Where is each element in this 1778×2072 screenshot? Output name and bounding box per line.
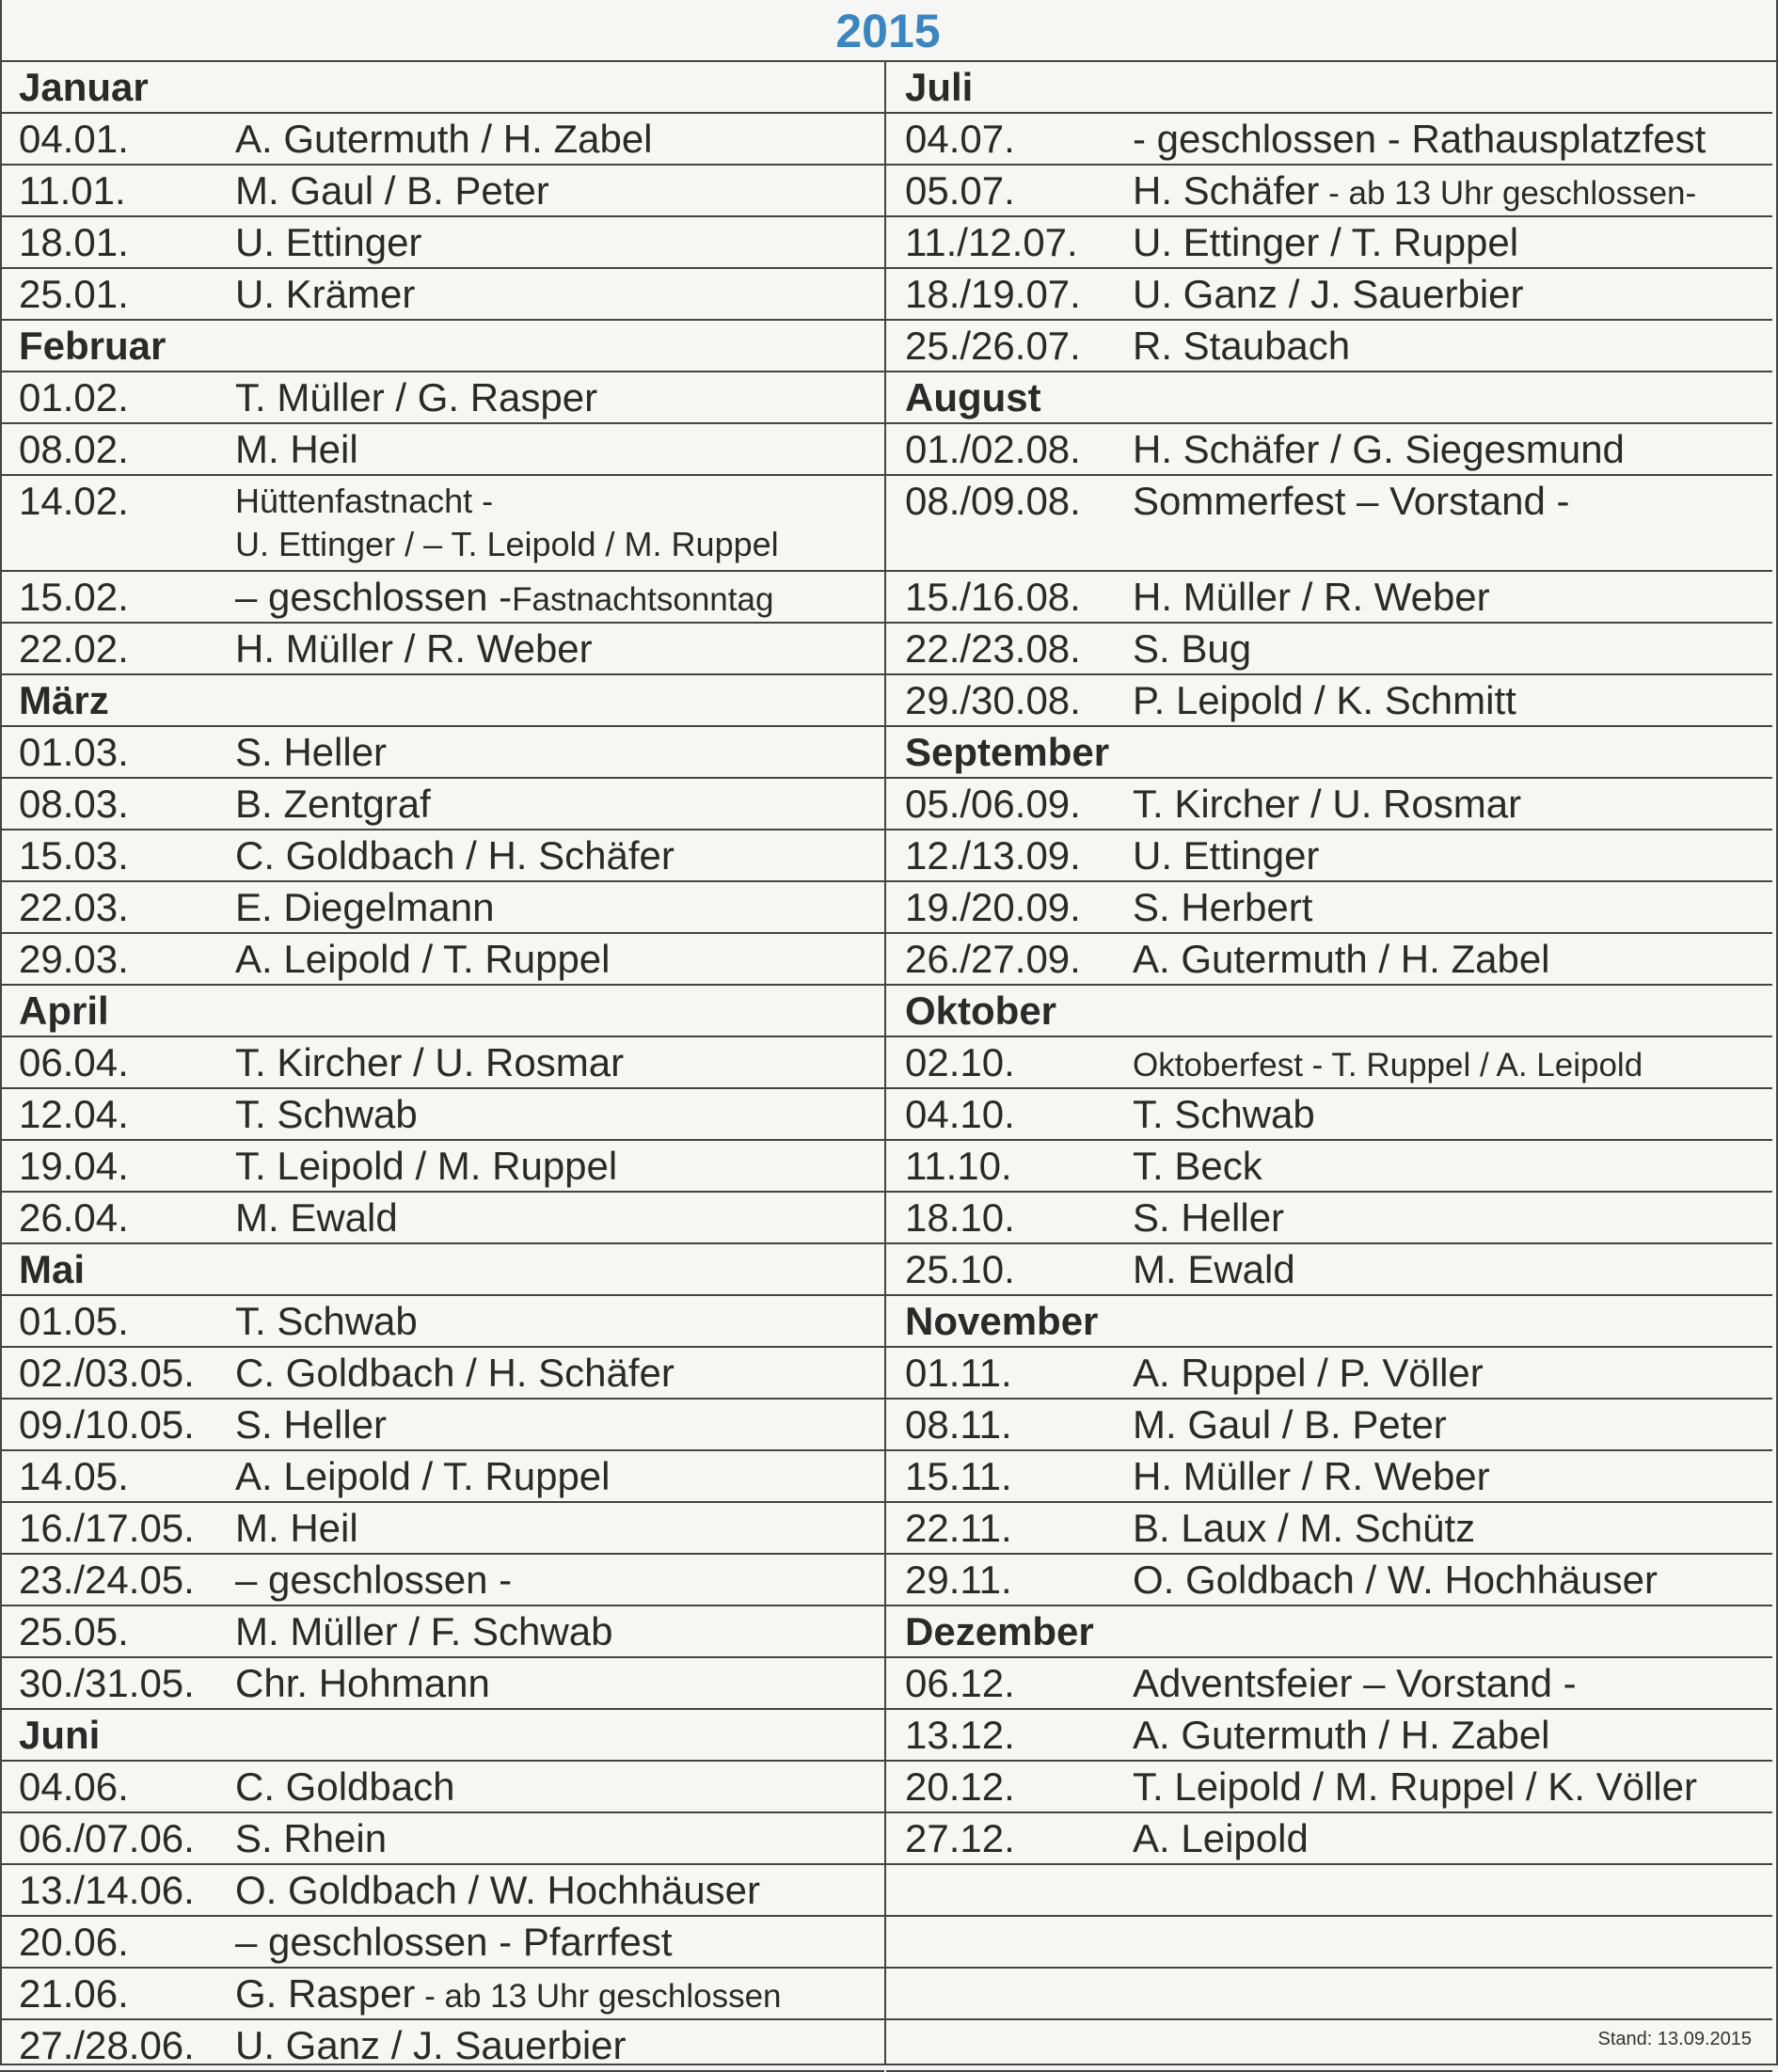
schedule-row <box>886 1762 1772 1813</box>
month-header <box>0 62 884 114</box>
schedule-row <box>886 1244 1772 1296</box>
service-names <box>1133 1503 1475 1554</box>
service-date: 22./23.08. <box>905 626 1081 671</box>
schedule-row <box>886 830 1772 882</box>
service-names-text: U. Ettinger <box>1133 833 1320 878</box>
service-date: 11.10. <box>905 1144 1012 1188</box>
service-names-text: P. Leipold / K. Schmitt <box>1133 678 1516 722</box>
schedule-row <box>0 2020 884 2072</box>
schedule-row <box>886 476 1772 572</box>
service-date: 25./26.07. <box>905 324 1081 368</box>
service-date: 01.03. <box>19 730 129 774</box>
month-name: August <box>905 375 1041 419</box>
service-names-text: M. Ewald <box>1133 1247 1295 1291</box>
schedule-row <box>0 1865 884 1917</box>
service-names-text: U. Ettinger / T. Ruppel <box>1133 220 1519 264</box>
schedule-row <box>0 166 884 217</box>
service-names-text: T. Beck <box>1133 1144 1262 1188</box>
month-header <box>0 675 884 727</box>
service-names-text: A. Leipold / T. Ruppel <box>235 937 611 981</box>
service-names-text: Chr. Hohmann <box>235 1661 490 1705</box>
service-names-text: H. Müller / R. Weber <box>1133 1454 1490 1498</box>
schedule-row <box>0 1762 884 1813</box>
service-names-text: A. Gutermuth / H. Zabel <box>1133 937 1550 981</box>
service-names <box>235 1606 612 1657</box>
service-date: 29.11. <box>905 1558 1012 1602</box>
service-names <box>1133 1451 1490 1502</box>
service-names-text: C. Goldbach / H. Schäfer <box>235 833 675 878</box>
service-names-text: – geschlossen - <box>235 1558 513 1602</box>
month-name: September <box>905 730 1110 774</box>
service-date: 01.11. <box>905 1351 1012 1395</box>
service-names-text: S. Rhein <box>235 1816 388 1860</box>
service-names-text: U. Ettinger <box>235 220 422 264</box>
service-names-text: T. Schwab <box>235 1299 418 1343</box>
service-names-text: R. Staubach <box>1133 324 1351 368</box>
month-name: März <box>19 678 109 722</box>
service-names <box>1133 114 1706 165</box>
service-names <box>235 779 431 830</box>
schedule-row <box>0 882 884 934</box>
service-date: 06.04. <box>19 1040 129 1084</box>
service-names-text: T. Leipold / M. Ruppel / K. Völler <box>1133 1764 1697 1809</box>
service-names <box>1133 675 1516 726</box>
service-names-text: M. Gaul / B. Peter <box>235 168 549 213</box>
service-names-text: B. Zentgraf <box>235 782 431 826</box>
schedule-row <box>886 675 1772 727</box>
service-names <box>1133 1400 1447 1450</box>
service-names <box>235 424 358 475</box>
service-names-text: – geschlossen - <box>235 575 513 619</box>
schedule-row <box>0 1089 884 1141</box>
service-names <box>235 1813 387 1864</box>
service-date: 27./28.06. <box>19 2023 195 2067</box>
schedule-row <box>0 779 884 830</box>
service-names-text: S. Herbert <box>1133 885 1313 929</box>
service-names-text: H. Müller / R. Weber <box>235 626 593 671</box>
schedule-row <box>0 1296 884 1348</box>
schedule-row <box>0 424 884 476</box>
schedule-row <box>886 321 1772 372</box>
service-names-text: Oktoberfest - T. Ruppel / A. Leipold <box>1133 1047 1643 1083</box>
schedule-row <box>0 1141 884 1193</box>
service-names <box>235 830 675 881</box>
schedule-row <box>886 1037 1772 1089</box>
service-names-text: T. Kircher / U. Rosmar <box>235 1040 625 1084</box>
service-date: 25.10. <box>905 1247 1015 1291</box>
service-names-text: T. Müller / G. Rasper <box>235 375 598 419</box>
service-date: 14.02. <box>19 479 129 523</box>
schedule-row <box>0 572 884 624</box>
schedule-row <box>0 1555 884 1606</box>
service-date: 13./14.06. <box>19 1868 195 1912</box>
service-date: 13.12. <box>905 1713 1015 1757</box>
service-names-text: Adventsfeier – Vorstand - <box>1133 1661 1577 1705</box>
schedule-row <box>886 934 1772 986</box>
service-names-text: S. Heller <box>235 730 388 774</box>
month-header <box>0 321 884 372</box>
service-names <box>1133 476 1570 527</box>
schedule-row <box>0 624 884 675</box>
service-names-text: S. Heller <box>1133 1195 1285 1240</box>
schedule-row <box>886 114 1772 166</box>
schedule-row <box>886 1658 1772 1710</box>
schedule-row <box>0 114 884 166</box>
service-names-text: A. Leipold / T. Ruppel <box>235 1454 611 1498</box>
service-date: 11./12.07. <box>905 220 1078 264</box>
service-date: 01.05. <box>19 1299 129 1343</box>
service-names <box>235 372 597 423</box>
service-names <box>235 1089 418 1140</box>
service-names-text: U. Ganz / J. Sauerbier <box>235 2023 627 2067</box>
month-name: April <box>19 989 109 1033</box>
month-header <box>886 986 1772 1037</box>
service-names-text: M. Heil <box>235 427 358 471</box>
empty-row <box>886 1917 1772 1969</box>
schedule-column-right <box>886 62 1772 2072</box>
schedule-row <box>0 934 884 986</box>
schedule-row <box>886 1141 1772 1193</box>
service-names <box>235 166 549 216</box>
service-names <box>235 1348 675 1399</box>
schedule-row <box>0 217 884 269</box>
service-names <box>235 1193 398 1243</box>
service-date: 12.04. <box>19 1092 129 1136</box>
service-note: - ab 13 Uhr geschlossen <box>415 1978 782 2015</box>
schedule-row <box>0 1400 884 1451</box>
service-date: 08.02. <box>19 427 129 471</box>
service-names-text: G. Rasper <box>235 1971 416 2016</box>
service-names <box>1133 1813 1309 1864</box>
schedule-row <box>886 1348 1772 1400</box>
service-names-text: S. Heller <box>235 1402 388 1447</box>
service-note: - ab 13 Uhr geschlossen- <box>1319 175 1697 212</box>
service-date: 16./17.05. <box>19 1506 195 1550</box>
service-names-text: A. Leipold <box>1133 1816 1309 1860</box>
service-names-text: A. Ruppel / P. Völler <box>1133 1351 1484 1395</box>
service-names <box>1133 1348 1484 1399</box>
service-names <box>1133 572 1490 623</box>
service-date: 26.04. <box>19 1195 129 1240</box>
service-names <box>1133 779 1521 830</box>
month-header <box>886 372 1772 424</box>
service-names <box>235 934 611 985</box>
service-names <box>235 2020 627 2071</box>
service-date: 04.01. <box>19 117 129 161</box>
service-date: 05./06.09. <box>905 782 1081 826</box>
schedule-row <box>0 269 884 321</box>
service-date: 06./07.06. <box>19 1816 195 1860</box>
service-date: 29./30.08. <box>905 678 1081 722</box>
schedule-row <box>886 1193 1772 1244</box>
schedule-row <box>886 1503 1772 1555</box>
month-name: Mai <box>19 1247 86 1291</box>
service-names <box>1133 1244 1295 1295</box>
service-names <box>1133 830 1319 881</box>
schedule-column-left <box>0 62 884 2072</box>
service-names-text: M. Ewald <box>235 1195 398 1240</box>
stand-date: Stand: 13.09.2015 <box>1597 2029 1752 2049</box>
month-header <box>886 1296 1772 1348</box>
service-names <box>235 1296 418 1347</box>
service-names <box>1133 1037 1643 1091</box>
service-date: 19./20.09. <box>905 885 1081 929</box>
month-name: Februar <box>19 324 167 368</box>
service-names <box>235 1400 387 1450</box>
service-names <box>1133 217 1518 268</box>
service-date: 20.12. <box>905 1764 1015 1809</box>
service-date: 14.05. <box>19 1454 129 1498</box>
empty-row <box>886 1969 1772 2020</box>
month-header <box>886 62 1772 114</box>
service-names-text: H. Schäfer <box>1133 168 1320 213</box>
service-names <box>1133 1762 1697 1812</box>
service-names <box>1133 166 1696 219</box>
service-date: 15.03. <box>19 833 129 878</box>
service-names <box>1133 269 1524 320</box>
service-date: 15./16.08. <box>905 575 1081 619</box>
schedule-row <box>0 476 884 572</box>
month-header <box>886 727 1772 779</box>
service-names <box>1133 1141 1262 1192</box>
schedule-row <box>0 1037 884 1089</box>
service-date: 11.01. <box>19 168 126 213</box>
service-names-text: H. Müller / R. Weber <box>1133 575 1490 619</box>
service-date: 06.12. <box>905 1661 1015 1705</box>
service-names-text: M. Gaul / B. Peter <box>1133 1402 1447 1447</box>
service-names-text: A. Gutermuth / H. Zabel <box>1133 1713 1550 1757</box>
service-names <box>235 572 773 625</box>
service-names-text: T. Kircher / U. Rosmar <box>1133 782 1522 826</box>
service-names <box>235 1762 454 1812</box>
service-names <box>1133 934 1550 985</box>
service-date: 08./09.08. <box>905 479 1081 523</box>
service-date: 19.04. <box>19 1144 129 1188</box>
service-names <box>1133 424 1625 475</box>
schedule-row <box>886 1555 1772 1606</box>
schedule-row <box>0 1193 884 1244</box>
service-names-text: C. Goldbach / H. Schäfer <box>235 1351 675 1395</box>
service-date: 02.10. <box>905 1040 1015 1084</box>
schedule-row <box>886 269 1772 321</box>
service-names <box>1133 1658 1577 1709</box>
schedule-row <box>886 882 1772 934</box>
service-names <box>235 1555 512 1605</box>
schedule-row <box>0 1969 884 2020</box>
service-names-text: O. Goldbach / W. Hochhäuser <box>235 1868 760 1912</box>
service-names <box>235 269 415 320</box>
service-names <box>235 624 593 674</box>
month-name: Juni <box>19 1713 101 1757</box>
service-names <box>235 1658 490 1709</box>
service-names-text: O. Goldbach / W. Hochhäuser <box>1133 1558 1658 1602</box>
schedule-row <box>886 1089 1772 1141</box>
service-date: 15.02. <box>19 575 129 619</box>
service-date: 01./02.08. <box>905 427 1081 471</box>
service-date: 29.03. <box>19 937 129 981</box>
service-date: 26./27.09. <box>905 937 1081 981</box>
schedule-row <box>886 779 1772 830</box>
service-names <box>235 882 494 933</box>
service-date: 04.07. <box>905 117 1015 161</box>
service-names <box>235 1451 611 1502</box>
service-note: Fastnachtsonntag <box>512 581 774 618</box>
month-name: Dezember <box>905 1609 1094 1653</box>
schedule-row <box>886 1400 1772 1451</box>
month-name: Oktober <box>905 989 1057 1033</box>
schedule-row <box>886 624 1772 675</box>
service-date: 04.10. <box>905 1092 1015 1136</box>
service-names-text: B. Laux / M. Schütz <box>1133 1506 1476 1550</box>
schedule-row <box>0 372 884 424</box>
service-names-text: M. Heil <box>235 1506 358 1550</box>
service-names <box>235 727 387 778</box>
schedule-row <box>0 1451 884 1503</box>
service-names-text: Sommerfest – Vorstand - <box>1133 479 1570 523</box>
service-date: 01.02. <box>19 375 129 419</box>
service-date: 22.11. <box>905 1506 1012 1550</box>
service-date: 22.03. <box>19 885 129 929</box>
schedule-row <box>886 1451 1772 1503</box>
service-date: 18./19.07. <box>905 272 1081 316</box>
schedule-row <box>0 727 884 779</box>
service-names-text: A. Gutermuth / H. Zabel <box>235 117 653 161</box>
service-names <box>235 1865 760 1916</box>
empty-row <box>886 1865 1772 1917</box>
service-names-text: T. Schwab <box>1133 1092 1315 1136</box>
service-date: 21.06. <box>19 1971 129 2016</box>
service-date: 08.11. <box>905 1402 1012 1447</box>
service-date: 15.11. <box>905 1454 1012 1498</box>
schedule-row <box>886 166 1772 217</box>
schedule-row <box>886 572 1772 624</box>
schedule-row <box>886 217 1772 269</box>
schedule-row <box>0 1813 884 1865</box>
page-title-year: 2015 <box>835 5 941 57</box>
service-names-text: U. Krämer <box>235 272 416 316</box>
service-date: 30./31.05. <box>19 1661 195 1705</box>
month-name: November <box>905 1299 1099 1343</box>
service-names-text: S. Bug <box>1133 626 1252 671</box>
schedule-row <box>886 424 1772 476</box>
month-name: Juli <box>905 65 974 109</box>
service-names-text: T. Leipold / M. Ruppel <box>235 1144 618 1188</box>
service-names <box>235 217 421 268</box>
service-date: 08.03. <box>19 782 129 826</box>
service-date: 12./13.09. <box>905 833 1081 878</box>
month-header <box>886 1606 1772 1658</box>
schedule-row <box>886 1813 1772 1865</box>
service-date: 05.07. <box>905 168 1015 213</box>
schedule-row <box>886 1710 1772 1762</box>
service-names <box>235 1917 673 1968</box>
service-date: 04.06. <box>19 1764 129 1809</box>
schedule-row <box>0 1348 884 1400</box>
service-date: 20.06. <box>19 1920 129 1964</box>
service-date: 02./03.05. <box>19 1351 195 1395</box>
service-date: 18.10. <box>905 1195 1015 1240</box>
service-names-text: C. Goldbach <box>235 1764 455 1809</box>
service-names <box>1133 1089 1315 1140</box>
service-date: 25.01. <box>19 272 129 316</box>
service-names-text: U. Ganz / J. Sauerbier <box>1133 272 1524 316</box>
schedule-row <box>0 1503 884 1555</box>
service-names <box>1133 1555 1658 1605</box>
service-names <box>235 1037 624 1088</box>
service-names <box>1133 624 1251 674</box>
month-header <box>0 1710 884 1762</box>
month-header <box>0 1244 884 1296</box>
schedule-row <box>0 1658 884 1710</box>
service-names <box>235 114 653 165</box>
service-names-text: – geschlossen - Pfarrfest <box>235 1920 673 1964</box>
schedule-row <box>0 1606 884 1658</box>
service-date: 09./10.05. <box>19 1402 195 1447</box>
service-names-text: - geschlossen - Rathausplatzfest <box>1133 117 1707 161</box>
service-date: 22.02. <box>19 626 129 671</box>
service-date: 27.12. <box>905 1816 1015 1860</box>
service-names-text: E. Diegelmann <box>235 885 495 929</box>
service-names <box>1133 1193 1284 1243</box>
month-name: Januar <box>19 65 149 109</box>
service-names <box>1133 321 1350 372</box>
month-header <box>0 986 884 1037</box>
service-names <box>235 1141 617 1192</box>
service-names <box>235 1969 782 2022</box>
schedule-row <box>0 1917 884 1969</box>
service-date: 25.05. <box>19 1609 129 1653</box>
service-names-text: T. Schwab <box>235 1092 418 1136</box>
service-names <box>235 1503 358 1554</box>
service-names-text: H. Schäfer / G. Siegesmund <box>1133 427 1625 471</box>
schedule-row <box>0 830 884 882</box>
service-date: 23./24.05. <box>19 1558 195 1602</box>
service-names: U. Ettinger / – T. Leipold / M. Ruppel <box>235 525 779 563</box>
service-date: 18.01. <box>19 220 129 264</box>
service-names <box>1133 1710 1550 1761</box>
service-names <box>1133 882 1312 933</box>
service-names-text: M. Müller / F. Schwab <box>235 1609 613 1653</box>
service-event: Hüttenfastnacht - <box>235 482 494 520</box>
